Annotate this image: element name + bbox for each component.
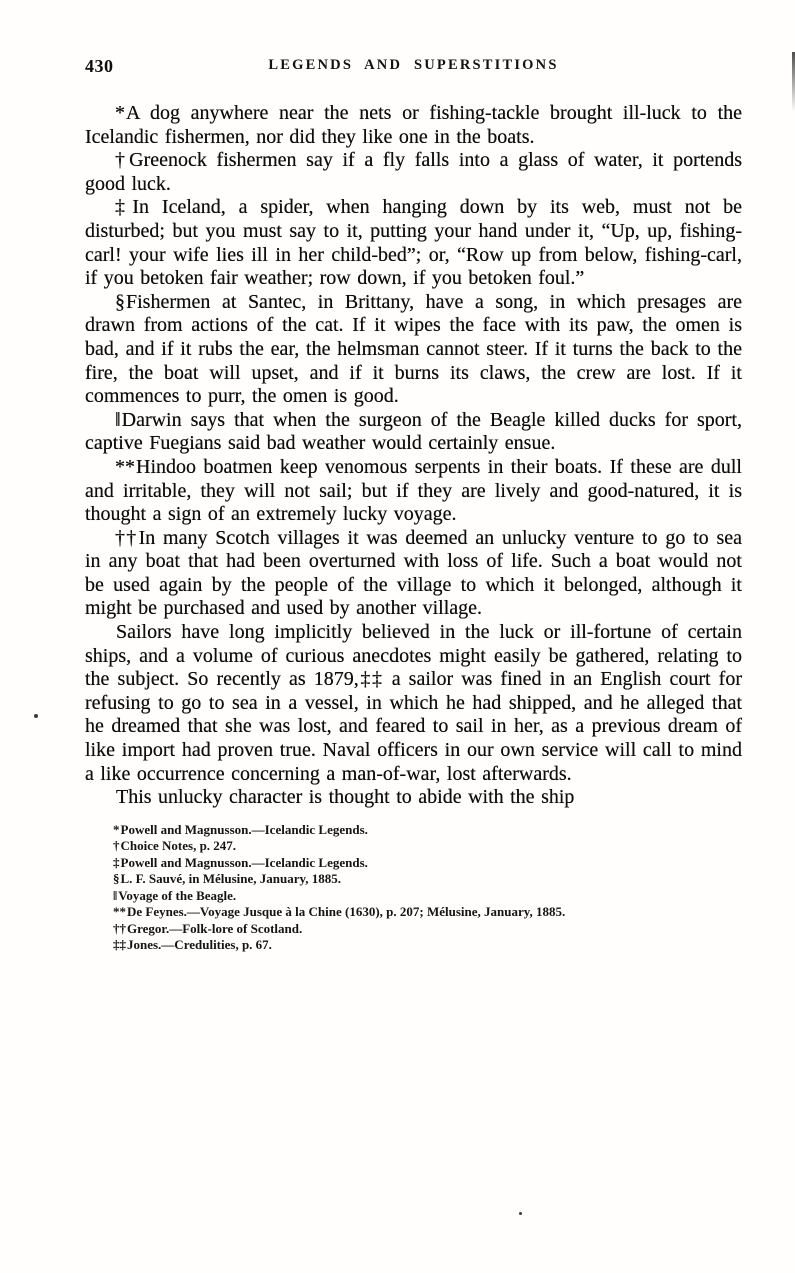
paragraph-text: A dog anywhere near the nets or fishing-tackle brought ill-luck to the Icelandic fishermen, nor did they like one in the boats. (85, 102, 742, 148)
paragraph (85, 102, 742, 149)
paragraph-text: In Iceland, a spider, when hanging down by its web, must not be disturbed; but you must say to it, putting your hand under it, “Up, up, fishing-carl! your wife lies ill in her child-bed”; or, “Row up from below, fishing-carl, if you betoken fair weather; row down, if you betoken foul.” (85, 196, 742, 290)
footnote (85, 937, 742, 954)
footnote-marker: †† (113, 920, 126, 936)
scan-speck (34, 714, 38, 718)
footnote (85, 855, 742, 872)
running-header-title: LEGENDS AND SUPERSTITIONS (268, 57, 559, 73)
paragraph (85, 149, 742, 196)
footnote (85, 888, 742, 905)
footnote-marker: § (115, 290, 125, 313)
footnote-marker: † (113, 838, 120, 854)
footnote-marker: ** (113, 904, 126, 920)
paragraph (85, 527, 742, 621)
footnote-marker: ‡ (115, 196, 132, 219)
paragraph-text: Sailors have long implicitly believed in the luck or ill-fortune of certain ships, and a volume of curious anecdotes might easily be gathered, relating to the subject. So recently as 1879,‡‡ a sailor was fined in an English court for refusing to go to sea in a vessel, in which he had shipped, and he alleged that he dreamed that she was lost, and feared to sail in her, as a previous dream of like import had proven true. Naval officers in our own service will call to mind a like occurrence concerning a man-of-war, lost afterwards. (85, 621, 742, 785)
paragraph-text: Hindoo boatmen keep venomous serpents in their boats. If these are dull and irritable, they will not sail; but if they are lively and good-natured, it is thought a sign of an extremely lucky voyage. (85, 455, 742, 526)
paragraph-text: Fishermen at Santec, in Brittany, have a song, in which presages are drawn from actions of the cat. If it wipes the face with its paw, the omen is bad, and if it rubs the ear, the helmsman cannot steer. If it turns the back to the fire, the boat will upset, and if it burns its claws, the crew are lost. If it commences to purr, the omen is good. (85, 290, 742, 408)
footnote-marker: †† (115, 526, 138, 549)
footnote-marker: ‖ (115, 408, 121, 431)
paragraph (85, 196, 742, 290)
paragraph-text: Darwin says that when the surgeon of the Beagle killed ducks for sport, captive Fuegians said bad weather would certainly ensue. (85, 408, 742, 455)
footnote-marker: ‡ (113, 854, 120, 870)
footnote-marker: * (115, 102, 125, 124)
footnote-marker: ‡‡ (113, 937, 126, 953)
footnote-marker: ‖ (113, 887, 118, 903)
page-number: 430 (85, 56, 114, 76)
paragraph (85, 291, 742, 409)
footnote-text: Powell and Magnusson.—Icelandic Legends. (120, 821, 368, 837)
footnote (85, 871, 742, 888)
paragraph (85, 786, 742, 810)
footnote (85, 904, 742, 921)
footnote-marker: † (115, 149, 129, 172)
footnote-text: Jones.—Credulities, p. 67. (127, 937, 272, 953)
paragraph-text: This unlucky character is thought to abide with the ship (116, 786, 575, 809)
footnote-marker: § (113, 871, 120, 887)
paragraph (85, 621, 742, 786)
body-text (85, 102, 742, 810)
page-header (85, 56, 742, 78)
footnote-marker: ** (115, 455, 135, 478)
paragraph-text: Greenock fishermen say if a fly falls into a glass of water, it portends good luck. (85, 149, 742, 195)
footnote-text: De Feynes.—Voyage Jusque à la Chine (1630), p. 207; Mélusine, January, 1885. (127, 904, 566, 920)
paragraph (85, 456, 742, 527)
footnote-text: Powell and Magnusson.—Icelandic Legends. (120, 854, 368, 870)
footnote-text: Choice Notes, p. 247. (120, 838, 237, 854)
footnote (85, 822, 742, 839)
footnote (85, 921, 742, 938)
footnote-text: Gregor.—Folk-lore of Scotland. (127, 920, 303, 936)
footnote-text: Voyage of the Beagle. (118, 887, 237, 903)
paragraph-text: In many Scotch villages it was deemed an unlucky venture to go to sea in any boat that had been overturned with loss of life. Such a boat would not be used again by the people of the village to which it belonged, although it might be purchased and used by another village. (85, 526, 742, 620)
footnote-text: L. F. Sauvé, in Mélusine, January, 1885. (120, 871, 342, 887)
footnote-marker: * (113, 821, 120, 837)
scan-speck (519, 1212, 522, 1215)
footnotes-block (85, 822, 742, 954)
footnote (85, 838, 742, 855)
paragraph (85, 409, 742, 456)
